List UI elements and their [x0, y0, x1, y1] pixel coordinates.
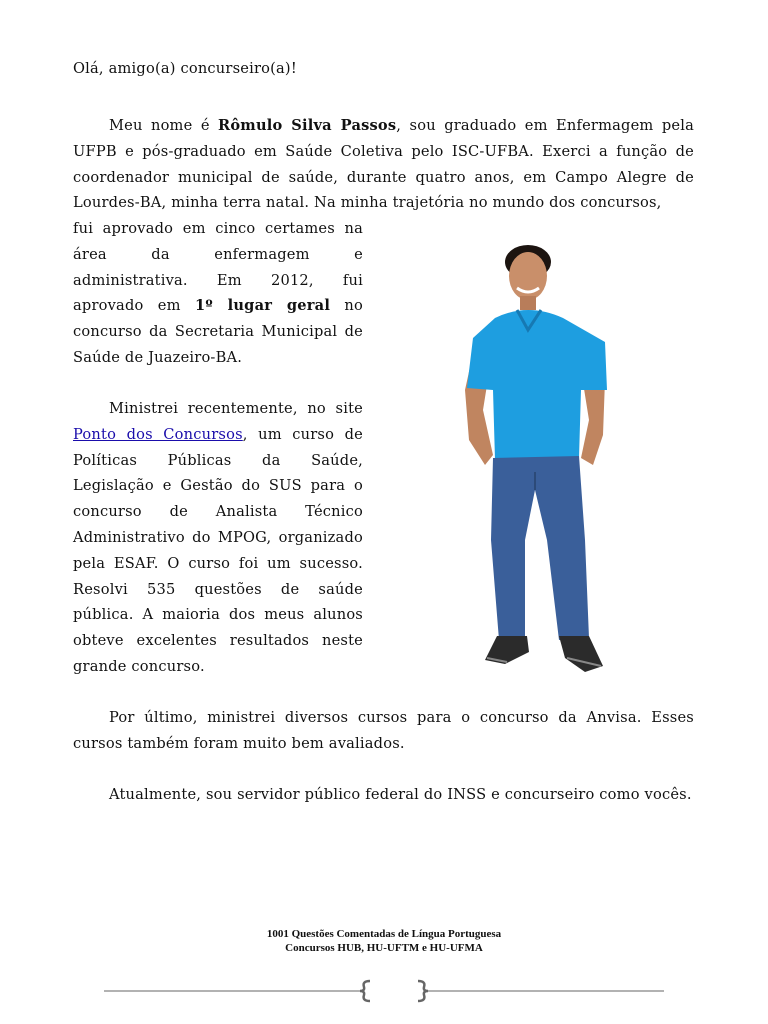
first-place-highlight: 1º lugar geral: [195, 297, 331, 315]
ponto-dos-concursos-link[interactable]: Ponto dos Concursos: [73, 425, 243, 443]
greeting: Olá, amigo(a) concurseiro(a)!: [73, 60, 297, 77]
intro-paragraph: Meu nome é Rômulo Silva Passos, sou graduado em Enfermagem pela UFPB e pós-graduado em Saúde Coletiva pelo ISC-UFBA. Exerci a função de coordenador municipal de saúde, durante quatro anos, em Campo Alegre de Lourdes-BA, minha terra natal. Na minha trajetória no mundo dos concursos,: [73, 117, 694, 212]
author-photo: [455, 240, 625, 680]
approvals-paragraph: fui aprovado em cinco certames na área da enfermagem e administrativa. Em 2012, fui aprovado em 1º lugar geral no concurso da Secretaria Municipal de Saúde de Juazeiro-BA.: [73, 220, 363, 366]
author-name: Rômulo Silva Passos: [218, 117, 397, 134]
footer-title: 1001 Questões Comentadas de Língua Portuguesa: [266, 928, 502, 940]
footer-ornament: [104, 978, 664, 1004]
course-paragraph: Ministrei recentemente, no site Ponto dos Concursos, um curso de Políticas Públicas da Saúde, Legislação e Gestão do SUS para o concurso de Analista Técnico Administrativo do MPOG, organizado pela ESAF. O curso foi um sucesso. Resolvi 535 questões de saúde pública. A maioria dos meus alunos obteve excelentes resultados neste grande concurso.: [73, 400, 363, 675]
current-role-paragraph: Atualmente, sou servidor público federal do INSS e concurseiro como vocês.: [109, 786, 692, 803]
anvisa-paragraph: Por último, ministrei diversos cursos para o concurso da Anvisa. Esses cursos também foram muito bem avaliados.: [73, 709, 694, 752]
footer-subtitle: Concursos HUB, HU-UFTM e HU-UFMA: [285, 942, 483, 954]
